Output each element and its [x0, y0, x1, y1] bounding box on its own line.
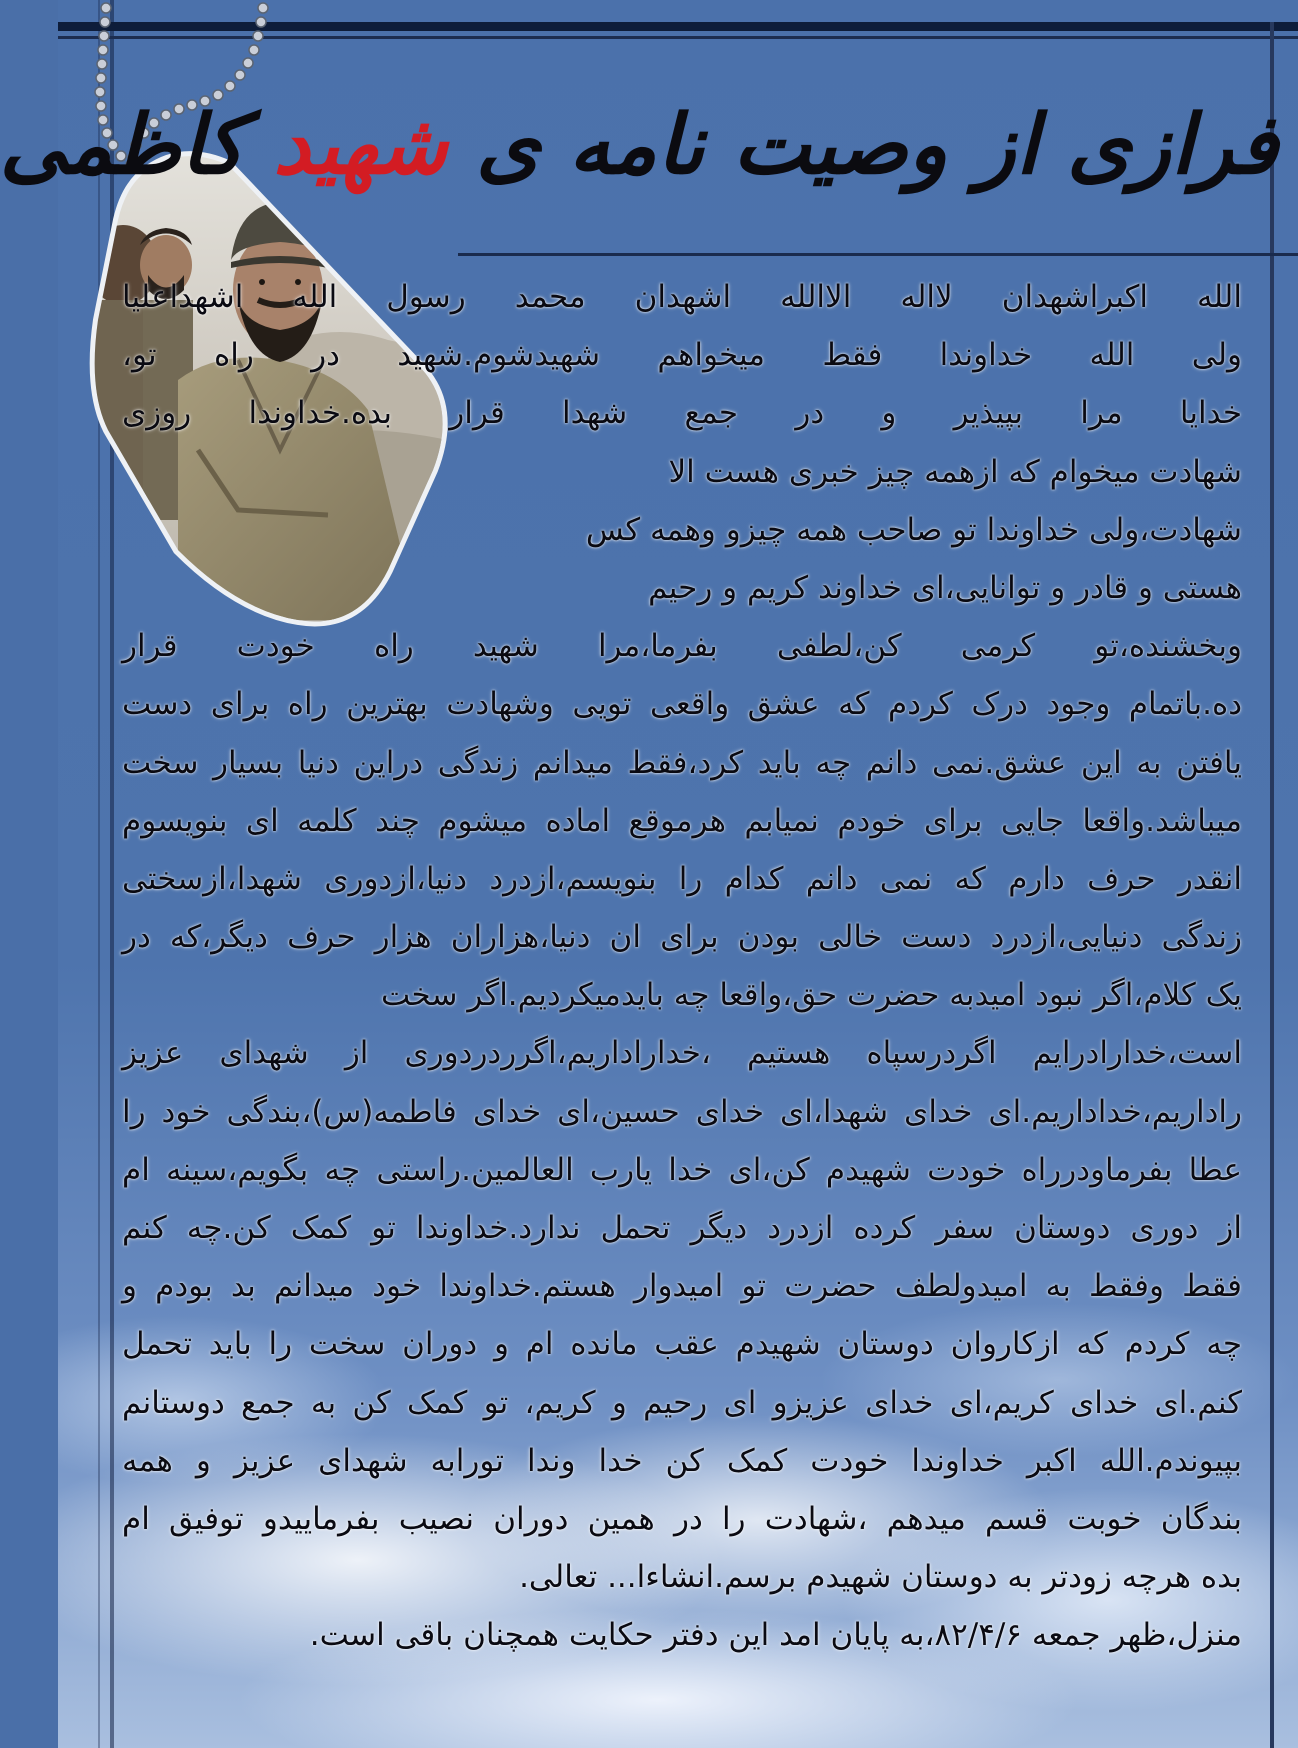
title-before: فرازی از وصیت نامه ی [476, 97, 1278, 193]
letter-line: منزل،ظهر جمعه ۸۲/۴/۶،به پایان امد این دفتر حکایت همچنان باقی است. [309, 1617, 1242, 1654]
frame-line-under-title [458, 253, 1298, 256]
letter-line: از دوری دوستان سفر کرده ازدرد دیگر تحمل ندارد.خداوندا تو کمک کن.چه کنم [122, 1210, 1242, 1246]
letter-line: یافتن به این عشق.نمی دانم چه باید کرد،فقط میدانم زندگی دراین دنیا بسیار سخت [122, 744, 1242, 781]
letter-line: یک کلام،اگر نبود امیدبه حضرت حق،واقعا چه بایدمیکردیم.اگر سخت [381, 977, 1242, 1014]
letter-line: بده هرچه زودتر به دوستان شهیدم برسم.انشاءا... تعالی. [519, 1559, 1242, 1596]
letter-line: وبخشنده،تو کرمی کن،لطفی بفرما،مرا شهید راه خودت قرار [122, 628, 1242, 665]
letter-line: است،خدارادرایم اگردرسپاه هستیم ،خداراداریم،اگرردردوری از شهدای عزیز [122, 1035, 1242, 1072]
page-title [0, 40, 1278, 250]
letter-line: شهادت،ولی خداوندا تو صاحب همه چیزو وهمه کس [585, 511, 1242, 548]
will-text [122, 268, 1242, 1665]
letter-line: الله اکبراشهدان لااله الاالله اشهدان محمد رسول الله اشهداعلیا [122, 279, 1242, 315]
title-accent: شهید [273, 97, 448, 193]
letter-line: کنم.ای خدای کریم،ای خدای عزیزو ای رحیم و کریم، تو کمک کن به جمع دوستانم [122, 1384, 1242, 1421]
letter-line: عطا بفرماودرراه خودت شهیدم کن،ای خدا یارب العالمین.راستی چه بگویم،سینه ام [122, 1151, 1242, 1188]
frame-line-right [1270, 22, 1274, 1748]
letter-line: خدایا مرا بپیذیر و در جمع شهدا قرار بده.خداوندا روزی [122, 395, 1242, 432]
letter-line: راداریم،خداداریم.ای خدای شهدا،ای خدای حسین،ای خدای فاطمه(س)،بندگی خود را [122, 1093, 1242, 1130]
letter-line: انقدر حرف دارم که نمی دانم کدام را بنویسم،ازدرد دنیا،ازدوری شهدا،ازسختی [122, 860, 1242, 897]
letter-line: زندگی دنیایی،ازدرد دست خالی بودن برای ان دنیا،هزاران هزار حرف دیگر،که در [122, 919, 1242, 956]
letter-line: بندگان خوبت قسم میدهم ،شهادت را در همین دوران نصیب بفرماییدو توفیق ام [122, 1500, 1242, 1537]
letter-line: ولی الله خداوندا فقط میخواهم شهیدشوم.شهید در راه تو، [122, 337, 1242, 374]
letter-line: چه کردم که ازکاروان دوستان شهیدم عقب مانده ام و دوران سخت را باید تحمل [122, 1326, 1242, 1363]
letter-line: هستی و قادر و توانایی،ای خداوند کریم و رحیم [648, 569, 1242, 606]
title-after: کاظمی [0, 97, 245, 193]
letter-line: بپیوندم.الله اکبر خداوندا خودت کمک کن خدا وندا تورابه شهدای عزیز و همه [122, 1442, 1242, 1479]
letter-line: میباشد.واقعا جایی برای خودم نمیابم هرموقع اماده میشوم چند کلمه ای بنویسوم [122, 802, 1242, 839]
letter-line: شهادت میخوام که ازهمه چیز خبری هست الا [668, 453, 1242, 490]
letter-line: ده.باتمام وجود درک کردم که عشق واقعی تویی وشهادت بهترین راه برای دست [122, 686, 1242, 723]
letter-line: فقط وفقط به امیدولطف حضرت تو امیدوار هستم.خداوندا خود میدانم بد بودم و [122, 1268, 1242, 1305]
